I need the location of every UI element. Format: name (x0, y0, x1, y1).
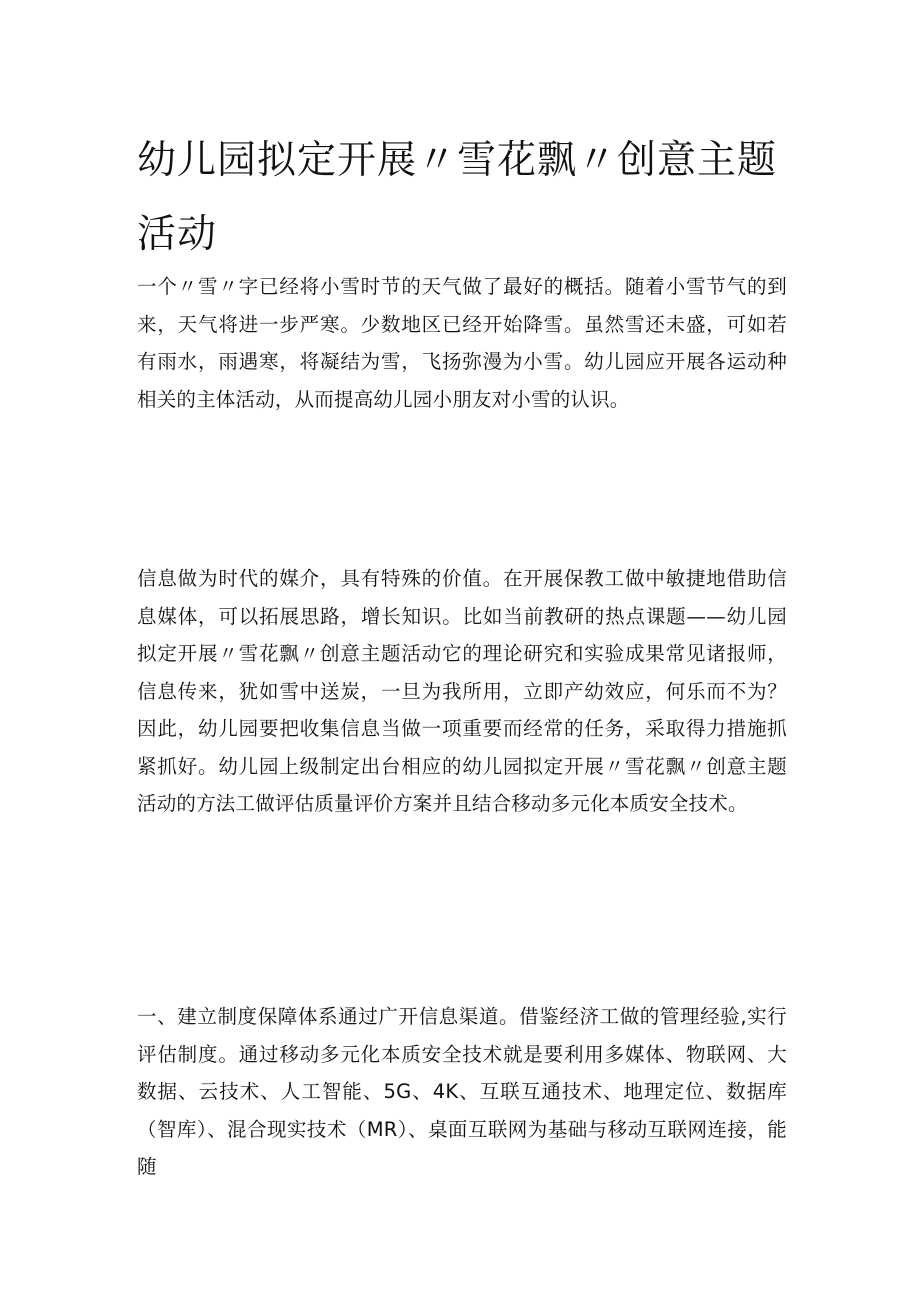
document-title: 幼儿园拟定开展〃雪花飘〃创意主题活动 (137, 138, 778, 257)
paragraph-information-media: 信息做为时代的媒介，具有特殊的价值。在开展保教工做中敏捷地借助信息媒体，可以拓展思路，增长知识。比如当前教研的热点课题——幼儿园拟定开展〃雪花飘〃创意主题活动它的理论研究和实验成果常见诸报师，信息传来，犹如雪中送炭，一旦为我所用，立即产幼效应，何乐而不为？因此，幼儿园要把收集信息当做一项重要而经常的任务，采取得力措施抓紧抓好。幼儿园上级制定出台相应的幼儿园拟定开展〃雪花飘〃创意主题活动的方法工做评估质量评价方案并且结合移动多元化本质安全技术。 (137, 567, 787, 815)
paragraph-section-one: 一、建立制度保障体系通过广开信息渠道。借鉴经济工做的管理经验,实行评估制度。通过移动多元化本质安全技术就是要利用多媒体、物联网、大数据、云技术、人工智能、5G、4K、互联互通技术、地理定位、数据库（智库）、混合现实技术（MR）、桌面互联网为基础与移动互联网连接，能随 (137, 1005, 787, 1178)
paragraph-intro: 一个〃雪〃字已经将小雪时节的天气做了最好的概括。随着小雪节气的到来，天气将进一步严寒。少数地区已经开始降雪。虽然雪还未盛，可如若有雨水，雨遇寒，将凝结为雪，飞扬弥漫为小雪。幼儿园应开展各运动种相关的主体活动，从而提高幼儿园小朋友对小雪的认识。 (137, 275, 787, 411)
